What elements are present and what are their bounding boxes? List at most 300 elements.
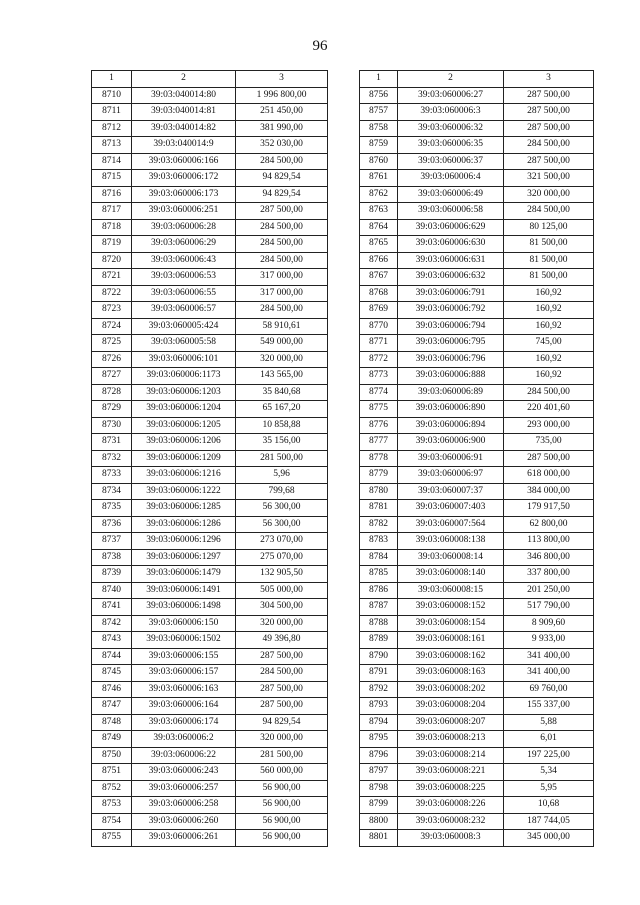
cell-row-number: 8770 [360,318,398,335]
cell-row-number: 8765 [360,236,398,253]
table-row [360,698,594,715]
cell-value: 58 910,61 [236,318,328,335]
table-row [92,566,328,583]
cell-value: 160,92 [504,285,594,302]
cell-cadastral-number: 39:03:060008:202 [398,681,504,698]
table-row [360,434,594,451]
cell-row-number: 8715 [92,170,132,187]
cell-cadastral-number: 39:03:060006:49 [398,186,504,203]
cell-row-number: 8738 [92,549,132,566]
cell-row-number: 8800 [360,813,398,830]
cell-cadastral-number: 39:03:060006:150 [132,615,236,632]
cell-value: 94 829,54 [236,170,328,187]
cell-row-number: 8745 [92,665,132,682]
cell-row-number: 8714 [92,153,132,170]
table-row [360,335,594,352]
cell-value: 341 400,00 [504,665,594,682]
table-row [360,549,594,566]
cell-cadastral-number: 39:03:060006:157 [132,665,236,682]
cell-cadastral-number: 39:03:060006:2 [132,731,236,748]
table-row [92,483,328,500]
table-row [360,318,594,335]
cell-row-number: 8721 [92,269,132,286]
cell-row-number: 8729 [92,401,132,418]
cell-cadastral-number: 39:03:060006:1222 [132,483,236,500]
cell-cadastral-number: 39:03:060006:172 [132,170,236,187]
cell-value: 287 500,00 [236,681,328,698]
cell-cadastral-number: 39:03:060006:1502 [132,632,236,649]
cell-value: 62 800,00 [504,516,594,533]
cell-row-number: 8757 [360,104,398,121]
cell-row-number: 8776 [360,417,398,434]
cell-value: 287 500,00 [504,450,594,467]
table-row [92,533,328,550]
cell-row-number: 8756 [360,87,398,104]
table-row [92,714,328,731]
cell-value: 81 500,00 [504,269,594,286]
cell-cadastral-number: 39:03:060008:226 [398,797,504,814]
cell-row-number: 8792 [360,681,398,698]
cell-cadastral-number: 39:03:040014:81 [132,104,236,121]
cell-row-number: 8726 [92,351,132,368]
cell-value: 155 337,00 [504,698,594,715]
cell-cadastral-number: 39:03:060008:15 [398,582,504,599]
table-row [360,401,594,418]
cell-value: 6,01 [504,731,594,748]
cell-row-number: 8727 [92,368,132,385]
cell-cadastral-number: 39:03:060006:260 [132,813,236,830]
cell-value: 275 070,00 [236,549,328,566]
cell-value: 320 000,00 [236,351,328,368]
cell-row-number: 8758 [360,120,398,137]
cell-value: 56 900,00 [236,780,328,797]
cell-row-number: 8720 [92,252,132,269]
cell-cadastral-number: 39:03:060006:89 [398,384,504,401]
cell-cadastral-number: 39:03:060007:564 [398,516,504,533]
cell-cadastral-number: 39:03:060006:894 [398,417,504,434]
cell-cadastral-number: 39:03:060006:1203 [132,384,236,401]
cell-value: 287 500,00 [236,203,328,220]
cell-cadastral-number: 39:03:060006:91 [398,450,504,467]
cell-row-number: 8752 [92,780,132,797]
table-row [92,302,328,319]
cell-cadastral-number: 39:03:060008:207 [398,714,504,731]
table-row [92,87,328,104]
table-row [92,285,328,302]
cell-row-number: 8753 [92,797,132,814]
cell-cadastral-number: 39:03:060006:1209 [132,450,236,467]
cell-row-number: 8755 [92,830,132,847]
cell-value: 284 500,00 [236,236,328,253]
cell-cadastral-number: 39:03:060006:55 [132,285,236,302]
cell-value: 94 829,54 [236,714,328,731]
cell-value: 187 744,05 [504,813,594,830]
cell-value: 287 500,00 [504,87,594,104]
cell-cadastral-number: 39:03:060006:35 [398,137,504,154]
cell-value: 284 500,00 [236,302,328,319]
table-row [360,599,594,616]
cell-row-number: 8775 [360,401,398,418]
cell-row-number: 8791 [360,665,398,682]
cell-value: 284 500,00 [236,665,328,682]
cell-row-number: 8749 [92,731,132,748]
page-number: 96 [312,38,328,54]
column-header-number: 1 [360,71,398,88]
table-row [92,417,328,434]
cell-value: 287 500,00 [504,104,594,121]
table-row [360,269,594,286]
table-row [92,335,328,352]
cell-row-number: 8798 [360,780,398,797]
cell-value: 549 000,00 [236,335,328,352]
cell-cadastral-number: 39:03:060008:161 [398,632,504,649]
cell-row-number: 8774 [360,384,398,401]
table-row [92,104,328,121]
cell-row-number: 8730 [92,417,132,434]
cell-row-number: 8785 [360,566,398,583]
cell-row-number: 8797 [360,764,398,781]
cell-value: 618 000,00 [504,467,594,484]
cell-row-number: 8722 [92,285,132,302]
cell-row-number: 8767 [360,269,398,286]
cell-row-number: 8754 [92,813,132,830]
table-row [360,153,594,170]
cell-row-number: 8772 [360,351,398,368]
table-row [92,747,328,764]
cell-value: 745,00 [504,335,594,352]
table-row [92,384,328,401]
table-row [360,252,594,269]
table-row [360,648,594,665]
table-row [360,450,594,467]
cell-row-number: 8769 [360,302,398,319]
cell-cadastral-number: 39:03:060006:631 [398,252,504,269]
cell-cadastral-number: 39:03:060006:174 [132,714,236,731]
cell-cadastral-number: 39:03:060008:14 [398,549,504,566]
cell-row-number: 8723 [92,302,132,319]
cell-value: 10,68 [504,797,594,814]
cell-value: 320 000,00 [236,731,328,748]
cell-value: 160,92 [504,368,594,385]
cell-value: 337 800,00 [504,566,594,583]
cell-cadastral-number: 39:03:060008:3 [398,830,504,847]
table-row [92,582,328,599]
cell-row-number: 8748 [92,714,132,731]
cell-row-number: 8741 [92,599,132,616]
cell-value: 143 565,00 [236,368,328,385]
cell-row-number: 8779 [360,467,398,484]
cell-value: 284 500,00 [504,203,594,220]
cell-row-number: 8788 [360,615,398,632]
cell-value: 384 000,00 [504,483,594,500]
cell-cadastral-number: 39:03:040014:80 [132,87,236,104]
table-row [92,549,328,566]
cell-value: 35 840,68 [236,384,328,401]
table-row [92,665,328,682]
table-row [360,384,594,401]
table-row [92,368,328,385]
cell-value: 160,92 [504,318,594,335]
table-row [92,764,328,781]
cell-value: 197 225,00 [504,747,594,764]
table-row [360,351,594,368]
cell-value: 287 500,00 [236,698,328,715]
cell-cadastral-number: 39:03:060006:630 [398,236,504,253]
table-row [360,681,594,698]
cell-value: 220 401,60 [504,401,594,418]
cell-value: 517 790,00 [504,599,594,616]
cell-cadastral-number: 39:03:060006:632 [398,269,504,286]
cell-cadastral-number: 39:03:060006:1479 [132,566,236,583]
cell-value: 56 300,00 [236,516,328,533]
cell-value: 284 500,00 [504,384,594,401]
cell-cadastral-number: 39:03:060006:629 [398,219,504,236]
cell-value: 251 450,00 [236,104,328,121]
cell-cadastral-number: 39:03:060006:3 [398,104,504,121]
cell-cadastral-number: 39:03:060006:27 [398,87,504,104]
table-row [92,500,328,517]
table-row [360,780,594,797]
cell-cadastral-number: 39:03:060006:53 [132,269,236,286]
cell-cadastral-number: 39:03:060006:37 [398,153,504,170]
cell-row-number: 8719 [92,236,132,253]
cell-cadastral-number: 39:03:060006:32 [398,120,504,137]
table-row [92,698,328,715]
table-row [360,516,594,533]
table-row [360,665,594,682]
cell-row-number: 8777 [360,434,398,451]
cell-value: 201 250,00 [504,582,594,599]
table-row [360,731,594,748]
cell-value: 56 900,00 [236,830,328,847]
cell-row-number: 8794 [360,714,398,731]
column-header-value: 3 [236,71,328,88]
cell-cadastral-number: 39:03:060008:162 [398,648,504,665]
table-header-row [92,71,328,88]
table-row [92,731,328,748]
cell-cadastral-number: 39:03:060006:1286 [132,516,236,533]
table-row [360,500,594,517]
cell-row-number: 8751 [92,764,132,781]
cell-value: 293 000,00 [504,417,594,434]
cell-value: 179 917,50 [504,500,594,517]
cell-cadastral-number: 39:03:060006:1204 [132,401,236,418]
cell-cadastral-number: 39:03:060008:152 [398,599,504,616]
cell-value: 284 500,00 [236,252,328,269]
cell-value: 81 500,00 [504,252,594,269]
cell-value: 287 500,00 [504,120,594,137]
cell-value: 113 800,00 [504,533,594,550]
cell-row-number: 8771 [360,335,398,352]
cell-cadastral-number: 39:03:040014:9 [132,137,236,154]
cell-cadastral-number: 39:03:060006:261 [132,830,236,847]
cell-row-number: 8787 [360,599,398,616]
cell-row-number: 8739 [92,566,132,583]
cell-row-number: 8731 [92,434,132,451]
cell-cadastral-number: 39:03:060006:900 [398,434,504,451]
table-row [360,714,594,731]
cell-row-number: 8737 [92,533,132,550]
cell-value: 281 500,00 [236,450,328,467]
cell-cadastral-number: 39:03:060006:43 [132,252,236,269]
cell-value: 321 500,00 [504,170,594,187]
cell-cadastral-number: 39:03:060006:792 [398,302,504,319]
table-row [92,599,328,616]
cell-row-number: 8796 [360,747,398,764]
cell-cadastral-number: 39:03:060006:58 [398,203,504,220]
cell-row-number: 8736 [92,516,132,533]
cell-cadastral-number: 39:03:060006:257 [132,780,236,797]
table-row [92,632,328,649]
cell-cadastral-number: 39:03:060008:204 [398,698,504,715]
table-row [360,467,594,484]
cell-row-number: 8728 [92,384,132,401]
cell-row-number: 8782 [360,516,398,533]
cell-value: 284 500,00 [504,137,594,154]
cell-value: 345 000,00 [504,830,594,847]
table-row [92,434,328,451]
cell-value: 8 909,60 [504,615,594,632]
cell-row-number: 8732 [92,450,132,467]
cell-cadastral-number: 39:03:040014:82 [132,120,236,137]
table-body-left [92,87,328,846]
table-row [360,219,594,236]
table-row [92,219,328,236]
cell-row-number: 8760 [360,153,398,170]
cell-value: 5,34 [504,764,594,781]
table-row [92,203,328,220]
table-row [92,615,328,632]
cell-cadastral-number: 39:03:060006:1216 [132,467,236,484]
table-row [92,681,328,698]
table-row [92,780,328,797]
cell-cadastral-number: 39:03:060006:22 [132,747,236,764]
cell-row-number: 8799 [360,797,398,814]
table-row [360,533,594,550]
table-row [360,137,594,154]
table-row [92,516,328,533]
table-row [92,797,328,814]
table-body-right [360,87,594,846]
cell-value: 5,95 [504,780,594,797]
table-row [360,368,594,385]
cell-cadastral-number: 39:03:060006:173 [132,186,236,203]
table-row [92,236,328,253]
table-row [360,764,594,781]
table-row [360,285,594,302]
cell-cadastral-number: 39:03:060006:4 [398,170,504,187]
cell-cadastral-number: 39:03:060006:1205 [132,417,236,434]
cell-value: 320 000,00 [504,186,594,203]
table-row [92,318,328,335]
table-row [92,401,328,418]
table-row [360,104,594,121]
cell-value: 65 167,20 [236,401,328,418]
cell-value: 341 400,00 [504,648,594,665]
cell-cadastral-number: 39:03:060006:166 [132,153,236,170]
cell-row-number: 8781 [360,500,398,517]
cell-row-number: 8746 [92,681,132,698]
cell-cadastral-number: 39:03:060008:213 [398,731,504,748]
cell-cadastral-number: 39:03:060006:1498 [132,599,236,616]
cell-cadastral-number: 39:03:060008:163 [398,665,504,682]
cell-row-number: 8735 [92,500,132,517]
cell-value: 287 500,00 [236,648,328,665]
table-row [360,302,594,319]
cell-value: 799,68 [236,483,328,500]
cell-row-number: 8724 [92,318,132,335]
cell-row-number: 8716 [92,186,132,203]
cell-row-number: 8734 [92,483,132,500]
table-row [92,137,328,154]
cell-row-number: 8759 [360,137,398,154]
table-row [360,236,594,253]
cell-row-number: 8801 [360,830,398,847]
cell-row-number: 8763 [360,203,398,220]
cell-row-number: 8733 [92,467,132,484]
cell-value: 273 070,00 [236,533,328,550]
table-row [360,615,594,632]
cell-row-number: 8717 [92,203,132,220]
table-row [360,170,594,187]
cell-row-number: 8743 [92,632,132,649]
cell-cadastral-number: 39:03:060008:140 [398,566,504,583]
table-row [360,483,594,500]
cell-cadastral-number: 39:03:060008:138 [398,533,504,550]
cell-value: 304 500,00 [236,599,328,616]
table-row [92,170,328,187]
cell-value: 281 500,00 [236,747,328,764]
cell-value: 132 905,50 [236,566,328,583]
cell-value: 35 156,00 [236,434,328,451]
cell-row-number: 8789 [360,632,398,649]
cell-cadastral-number: 39:03:060006:1297 [132,549,236,566]
cell-value: 56 900,00 [236,813,328,830]
cell-cadastral-number: 39:03:060006:164 [132,698,236,715]
cell-cadastral-number: 39:03:060006:29 [132,236,236,253]
table-row [360,830,594,847]
column-header-value: 3 [504,71,594,88]
cell-cadastral-number: 39:03:060006:890 [398,401,504,418]
table-row [92,813,328,830]
cell-row-number: 8790 [360,648,398,665]
table-row [92,252,328,269]
cell-value: 5,88 [504,714,594,731]
cell-row-number: 8711 [92,104,132,121]
cell-cadastral-number: 39:03:060008:225 [398,780,504,797]
table-row [360,582,594,599]
cell-cadastral-number: 39:03:060006:251 [132,203,236,220]
cell-cadastral-number: 39:03:060008:232 [398,813,504,830]
cell-value: 1 996 800,00 [236,87,328,104]
cell-cadastral-number: 39:03:060008:214 [398,747,504,764]
cell-row-number: 8762 [360,186,398,203]
cell-value: 56 900,00 [236,797,328,814]
cell-row-number: 8768 [360,285,398,302]
cell-value: 560 000,00 [236,764,328,781]
cell-cadastral-number: 39:03:060006:796 [398,351,504,368]
cell-value: 69 760,00 [504,681,594,698]
cell-cadastral-number: 39:03:060006:1206 [132,434,236,451]
cell-cadastral-number: 39:03:060008:154 [398,615,504,632]
table-row [92,450,328,467]
cell-row-number: 8747 [92,698,132,715]
cell-cadastral-number: 39:03:060006:795 [398,335,504,352]
cell-value: 735,00 [504,434,594,451]
cell-value: 284 500,00 [236,219,328,236]
cell-cadastral-number: 39:03:060005:58 [132,335,236,352]
table-row [360,87,594,104]
